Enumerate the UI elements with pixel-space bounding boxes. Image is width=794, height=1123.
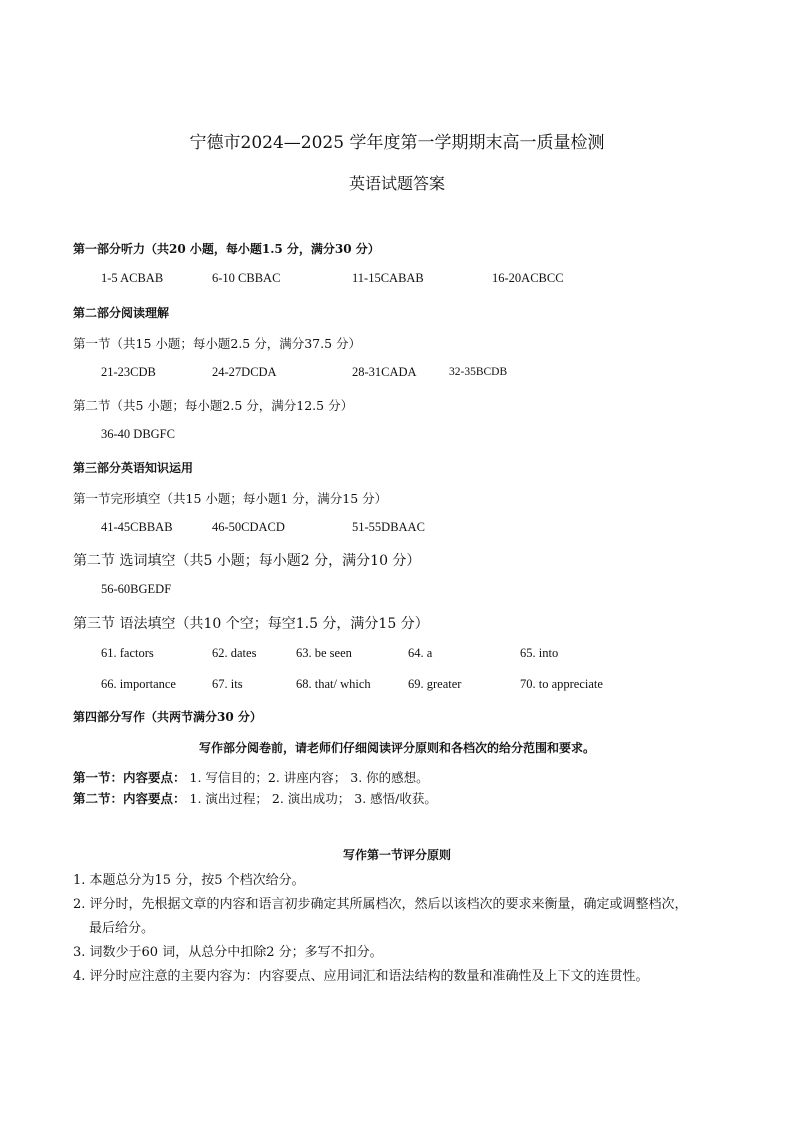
part1-heading: 第一部分听力（共20 小题，每小题1.5 分，满分30 分） <box>73 242 380 256</box>
grammar-answer: 67. its <box>212 677 243 691</box>
part2-sec1-heading: 第一节（共15 小题；每小题2.5 分，满分37.5 分） <box>73 336 362 351</box>
part3-sec3-heading: 第三节 语法填空（共10 个空；每空1.5 分，满分15 分） <box>73 616 429 632</box>
page-subtitle: 英语试题答案 <box>348 174 445 193</box>
key-points-text: 1. 写信目的；2. 讲座内容； 3. 你的感想。 <box>189 770 429 785</box>
rule-item: 2. 评分时，先根据文章的内容和语言初步确定其所属档次，然后以该档次的要求来衡量，确定或调整档次， <box>73 897 688 912</box>
key-points-sec2 <box>73 789 437 807</box>
part2-sec1-answer: 28-31CADA <box>352 365 417 379</box>
part3-heading: 第三部分英语知识运用 <box>73 461 194 475</box>
grading-note: 写作部分阅卷前，请老师们仔细阅读评分原则和各档次的给分范围和要求。 <box>198 741 595 755</box>
part3-sec2-heading: 第二节 选词填空（共5 小题；每小题2 分，满分10 分） <box>73 553 421 569</box>
grammar-answer: 69. greater <box>408 677 462 691</box>
rules-heading: 写作第一节评分原则 <box>342 848 451 862</box>
rule-item: 4. 评分时应注意的主要内容为：内容要点、应用词汇和语法结构的数量和准确性及上下文的连贯性。 <box>73 969 649 984</box>
key-points-sec1 <box>73 768 429 786</box>
rule-item: 3. 词数少于60 词，从总分中扣除2 分；多写不扣分。 <box>73 945 383 960</box>
part4-heading: 第四部分写作（共两节满分30 分） <box>73 710 262 724</box>
part2-sec1-answer: 21-23CDB <box>101 365 156 379</box>
part2-sec2-answer: 36-40 DBGFC <box>101 427 175 441</box>
part1-answer: 11-15CABAB <box>352 271 424 285</box>
grammar-answer: 65. into <box>520 646 559 660</box>
grammar-answer: 61. factors <box>101 646 154 660</box>
part3-sec1-answer: 51-55DBAAC <box>352 520 425 534</box>
part2-sec1-answer: 32-35BCDB <box>449 366 508 378</box>
part3-sec1-answer: 46-50CDACD <box>212 520 285 534</box>
key-points-text: 1. 演出过程； 2. 演出成功； 3. 感悟/收获。 <box>189 791 437 806</box>
part2-sec2-heading: 第二节（共5 小题；每小题2.5 分，满分12.5 分） <box>73 398 354 413</box>
key-points-label: 第一节：内容要点： <box>73 770 186 785</box>
grammar-answer: 63. be seen <box>296 646 352 660</box>
rule-item: 1. 本题总分为15 分，按5 个档次给分。 <box>73 873 305 888</box>
grammar-answer: 66. importance <box>101 677 176 691</box>
part3-sec2-answer: 56-60BGEDF <box>101 582 172 596</box>
part2-sec1-answer: 24-27DCDA <box>212 365 277 379</box>
part1-answer: 1-5 ACBAB <box>101 271 164 285</box>
grammar-answer: 62. dates <box>212 646 257 660</box>
key-points-label: 第二节：内容要点： <box>73 791 186 806</box>
part2-heading: 第二部分阅读理解 <box>73 306 170 320</box>
part1-answer: 16-20ACBCC <box>492 271 564 285</box>
part3-sec1-heading: 第一节完形填空（共15 小题；每小题1 分，满分15 分） <box>73 491 388 506</box>
grammar-answer: 70. to appreciate <box>520 677 603 691</box>
grammar-answer: 64. a <box>408 646 433 660</box>
part3-sec1-answer: 41-45CBBAB <box>101 520 173 534</box>
rule-item-continuation: 最后给分。 <box>89 921 155 936</box>
grammar-answer: 68. that/ which <box>296 677 371 691</box>
page-title: 宁德市2024—2025 学年度第一学期期末高一质量检测 <box>189 133 605 153</box>
part1-answer: 6-10 CBBAC <box>212 271 281 285</box>
